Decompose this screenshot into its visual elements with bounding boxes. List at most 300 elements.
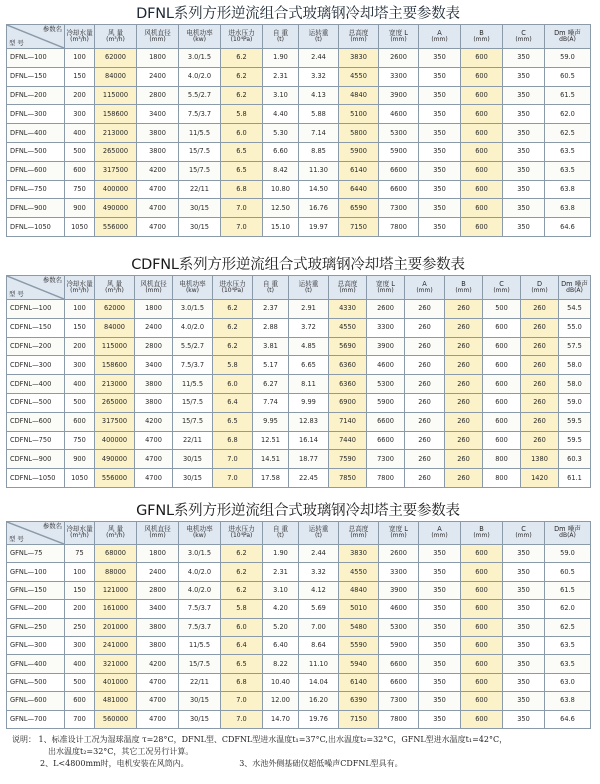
column-header (65, 25, 95, 49)
value-cell: 4.0/2.0 (179, 581, 221, 599)
value-cell: 260 (405, 375, 445, 394)
value-cell: 4200 (135, 412, 173, 431)
value-cell: 350 (503, 86, 545, 105)
column-header-unit: (mm) (350, 35, 367, 43)
value-cell: 600 (483, 431, 521, 450)
column-header-label: 风 量 (107, 525, 124, 534)
value-cell: 4600 (379, 600, 419, 618)
table-row (7, 86, 591, 105)
value-cell: 500 (65, 142, 95, 161)
value-cell: 401000 (95, 673, 137, 691)
model-cell: GFNL—75 (7, 545, 65, 563)
value-cell: 600 (461, 563, 503, 581)
value-cell: 260 (445, 450, 483, 469)
value-cell: 3400 (137, 600, 179, 618)
value-cell: 88000 (95, 563, 137, 581)
value-cell: 6.8 (221, 180, 263, 199)
column-header-label: A (422, 279, 427, 288)
column-header-unit: (m³/h) (106, 532, 125, 540)
value-cell: 260 (405, 393, 445, 412)
value-cell: 150 (65, 318, 95, 337)
value-cell: 60.3 (559, 450, 591, 469)
value-cell: 350 (419, 142, 461, 161)
value-cell: 750 (65, 431, 95, 450)
value-cell: 14.70 (263, 710, 299, 728)
notes (12, 734, 592, 770)
value-cell: 22/11 (173, 431, 213, 450)
value-cell: 4700 (135, 469, 173, 488)
value-cell: 260 (521, 393, 559, 412)
value-cell: 600 (461, 545, 503, 563)
value-cell: 350 (419, 673, 461, 691)
model-cell: GFNL—200 (7, 600, 65, 618)
model-cell: DFNL—600 (7, 161, 65, 180)
column-header-label: 风机直径 (144, 525, 171, 534)
value-cell: 350 (419, 618, 461, 636)
value-cell: 300 (65, 356, 95, 375)
table-row (7, 581, 591, 599)
value-cell: 7150 (339, 710, 379, 728)
column-header-unit: (mm) (473, 35, 490, 43)
value-cell: 2600 (367, 300, 405, 319)
table-row (7, 469, 591, 488)
value-cell: 750 (65, 180, 95, 199)
value-cell: 350 (419, 124, 461, 143)
value-cell: 700 (65, 710, 95, 728)
value-cell: 4200 (137, 655, 179, 673)
value-cell: 350 (503, 142, 545, 161)
value-cell: 6600 (379, 655, 419, 673)
value-cell: 6390 (339, 692, 379, 710)
value-cell: 62.5 (545, 124, 591, 143)
value-cell: 3.32 (299, 563, 339, 581)
value-cell: 350 (503, 710, 545, 728)
value-cell: 6.2 (213, 337, 253, 356)
value-cell: 8.22 (263, 655, 299, 673)
column-header-label: B (461, 279, 466, 288)
value-cell: 2.44 (299, 545, 339, 563)
value-cell: 59.0 (545, 545, 591, 563)
value-cell: 6140 (339, 673, 379, 691)
value-cell: 200 (65, 337, 95, 356)
value-cell: 6.65 (289, 356, 329, 375)
value-cell: 7.14 (299, 124, 339, 143)
value-cell: 7150 (339, 218, 379, 237)
table-title: DFNL系列方形逆流组合式玻璃钢冷却塔主要参数表 (136, 6, 460, 22)
value-cell: 7.5/3.7 (179, 618, 221, 636)
value-cell: 16.14 (289, 431, 329, 450)
column-header (221, 25, 263, 49)
note-text: 1、标准设计工况为湿球温度 τ=28°C，DFNL型、CDFNL型进水温度t₁=37°C,出水温度t₂=32°C，GFNL型进水温度t₁=42°C， (38, 735, 508, 744)
column-header-label: 风机直径 (140, 279, 167, 288)
column-header-label: C (521, 525, 526, 534)
value-cell: 5900 (339, 142, 379, 161)
value-cell: 350 (419, 199, 461, 218)
value-cell: 260 (405, 450, 445, 469)
value-cell: 600 (483, 375, 521, 394)
value-cell: 400 (65, 375, 95, 394)
value-cell: 600 (461, 180, 503, 199)
gfnl-section (6, 501, 590, 729)
value-cell: 321000 (95, 655, 137, 673)
value-cell: 6.60 (263, 142, 299, 161)
value-cell: 350 (419, 161, 461, 180)
value-cell: 3.0/1.5 (173, 300, 213, 319)
corner-header (7, 25, 65, 49)
column-header (173, 276, 213, 300)
value-cell: 600 (461, 581, 503, 599)
column-header (445, 276, 483, 300)
value-cell: 22.45 (289, 469, 329, 488)
value-cell: 350 (503, 636, 545, 654)
column-header (461, 522, 503, 545)
value-cell: 59.5 (559, 412, 591, 431)
value-cell: 2.91 (289, 300, 329, 319)
value-cell: 350 (419, 86, 461, 105)
column-header (405, 276, 445, 300)
value-cell: 2.31 (263, 563, 299, 581)
value-cell: 4330 (329, 300, 367, 319)
value-cell: 3400 (137, 105, 179, 124)
value-cell: 2.88 (253, 318, 289, 337)
value-cell: 4200 (137, 161, 179, 180)
value-cell: 350 (503, 618, 545, 636)
value-cell: 350 (503, 199, 545, 218)
value-cell: 6.0 (213, 375, 253, 394)
value-cell: 6360 (329, 356, 367, 375)
column-header-label: 电机功率 (179, 279, 206, 288)
cdfnl-section (6, 255, 590, 488)
value-cell: 1800 (135, 300, 173, 319)
column-header-label: 冷却水量 (66, 28, 93, 37)
value-cell: 260 (445, 356, 483, 375)
value-cell: 63.5 (545, 161, 591, 180)
model-cell: GFNL—600 (7, 692, 65, 710)
value-cell: 3800 (135, 375, 173, 394)
value-cell: 158600 (95, 356, 135, 375)
column-header (299, 25, 339, 49)
column-header-unit: (t) (314, 35, 323, 43)
value-cell: 7850 (329, 469, 367, 488)
column-header (213, 276, 253, 300)
value-cell: 4.40 (263, 105, 299, 124)
value-cell: 5100 (339, 105, 379, 124)
value-cell: 6600 (367, 412, 405, 431)
value-cell: 8.64 (299, 636, 339, 654)
column-header-label: 宽度 L (376, 279, 395, 288)
value-cell: 600 (483, 356, 521, 375)
value-cell: 5690 (329, 337, 367, 356)
model-cell: DFNL—400 (7, 124, 65, 143)
value-cell: 9.99 (289, 393, 329, 412)
table-row (7, 563, 591, 581)
value-cell: 75 (65, 545, 95, 563)
value-cell: 60.5 (545, 67, 591, 86)
model-cell: CDFNL—900 (7, 450, 65, 469)
value-cell: 7.5/3.7 (173, 356, 213, 375)
value-cell: 61.5 (545, 86, 591, 105)
value-cell: 12.83 (289, 412, 329, 431)
column-header-label: 进水压力 (228, 28, 255, 37)
column-header-unit: dB(A) (566, 286, 583, 294)
table-row (7, 618, 591, 636)
value-cell: 260 (445, 337, 483, 356)
table-row (7, 199, 591, 218)
value-cell: 1.90 (263, 49, 299, 68)
value-cell: 5300 (367, 375, 405, 394)
value-cell: 11/5.5 (179, 636, 221, 654)
value-cell: 600 (483, 318, 521, 337)
value-cell: 6900 (329, 393, 367, 412)
value-cell: 260 (445, 469, 483, 488)
table-row (7, 300, 591, 319)
column-header (263, 522, 299, 545)
column-header-unit: (kw) (192, 532, 207, 540)
value-cell: 10.80 (263, 180, 299, 199)
table-row (7, 318, 591, 337)
value-cell: 12.50 (263, 199, 299, 218)
value-cell: 61.1 (559, 469, 591, 488)
value-cell: 62.0 (545, 105, 591, 124)
value-cell: 7440 (329, 431, 367, 450)
column-header-unit: (mm) (390, 532, 407, 540)
corner-bottom-label: 型 号 (9, 39, 24, 48)
value-cell: 4600 (367, 356, 405, 375)
value-cell: 4.13 (299, 86, 339, 105)
value-cell: 500 (483, 300, 521, 319)
value-cell: 14.50 (299, 180, 339, 199)
column-header (221, 522, 263, 545)
column-header-unit: dB(A) (559, 532, 576, 540)
value-cell: 115000 (95, 337, 135, 356)
value-cell: 350 (503, 218, 545, 237)
table-row (7, 545, 591, 563)
value-cell: 350 (503, 563, 545, 581)
column-header (95, 522, 137, 545)
table-row (7, 49, 591, 68)
column-header-unit: (mm) (145, 286, 162, 294)
value-cell: 100 (65, 563, 95, 581)
value-cell: 900 (65, 450, 95, 469)
value-cell: 350 (419, 692, 461, 710)
value-cell: 2.31 (263, 67, 299, 86)
value-cell: 4840 (339, 86, 379, 105)
value-cell: 400 (65, 124, 95, 143)
column-header-unit: (mm) (431, 35, 448, 43)
value-cell: 150 (65, 67, 95, 86)
value-cell: 5900 (379, 636, 419, 654)
value-cell: 9.95 (253, 412, 289, 431)
table-row (7, 105, 591, 124)
column-header-label: 风 量 (106, 279, 123, 288)
value-cell: 3.72 (289, 318, 329, 337)
value-cell: 490000 (95, 199, 137, 218)
value-cell: 61.5 (545, 581, 591, 599)
value-cell: 5.8 (221, 105, 263, 124)
column-header-label: 宽度 L (389, 525, 408, 534)
value-cell: 57.5 (559, 337, 591, 356)
value-cell: 8.11 (289, 375, 329, 394)
value-cell: 7.0 (221, 692, 263, 710)
column-header-label: Dm 噪声 (554, 28, 581, 37)
model-cell: CDFNL—300 (7, 356, 65, 375)
model-cell: GFNL—400 (7, 655, 65, 673)
value-cell: 63.0 (545, 673, 591, 691)
column-header (503, 522, 545, 545)
column-header-unit: (t) (266, 286, 275, 294)
value-cell: 600 (483, 337, 521, 356)
value-cell: 600 (461, 124, 503, 143)
column-header (379, 25, 419, 49)
column-header-label: 冷却水量 (66, 525, 93, 534)
model-cell: CDFNL—200 (7, 337, 65, 356)
value-cell: 6600 (367, 431, 405, 450)
value-cell: 3.32 (299, 67, 339, 86)
value-cell: 7300 (379, 692, 419, 710)
value-cell: 3800 (135, 393, 173, 412)
value-cell: 350 (419, 49, 461, 68)
value-cell: 260 (521, 318, 559, 337)
value-cell: 556000 (95, 469, 135, 488)
value-cell: 260 (521, 337, 559, 356)
column-header-label: A (437, 525, 442, 534)
value-cell: 6.2 (221, 67, 263, 86)
value-cell: 62000 (95, 49, 137, 68)
value-cell: 481000 (95, 692, 137, 710)
model-cell: DFNL—300 (7, 105, 65, 124)
value-cell: 2400 (137, 67, 179, 86)
spec-table (6, 521, 591, 729)
value-cell: 350 (503, 581, 545, 599)
value-cell: 6.2 (221, 86, 263, 105)
value-cell: 63.5 (545, 142, 591, 161)
column-header-unit: (10⁴Pa) (221, 286, 244, 294)
value-cell: 7.0 (221, 199, 263, 218)
table-row (7, 450, 591, 469)
value-cell: 2.44 (299, 49, 339, 68)
value-cell: 6.0 (221, 124, 263, 143)
column-header-label: C (521, 28, 526, 37)
value-cell: 350 (419, 218, 461, 237)
value-cell: 15.10 (263, 218, 299, 237)
column-header (65, 522, 95, 545)
column-header-label: 自 重 (272, 28, 289, 37)
value-cell: 11.10 (299, 655, 339, 673)
column-header-label: 宽度 L (389, 28, 408, 37)
value-cell: 11/5.5 (173, 375, 213, 394)
value-cell: 800 (483, 469, 521, 488)
value-cell: 4700 (137, 180, 179, 199)
value-cell: 59.0 (545, 49, 591, 68)
value-cell: 150 (65, 581, 95, 599)
value-cell: 600 (461, 142, 503, 161)
value-cell: 158600 (95, 105, 137, 124)
value-cell: 5010 (339, 600, 379, 618)
value-cell: 350 (503, 124, 545, 143)
value-cell: 350 (419, 636, 461, 654)
value-cell: 62.0 (545, 600, 591, 618)
column-header-label: 自 重 (272, 525, 289, 534)
column-header (289, 276, 329, 300)
value-cell: 15/7.5 (173, 393, 213, 412)
column-header-unit: (mm) (416, 286, 433, 294)
spec-table (6, 24, 591, 237)
value-cell: 58.0 (559, 375, 591, 394)
value-cell: 7.0 (221, 710, 263, 728)
model-cell: CDFNL—750 (7, 431, 65, 450)
value-cell: 400000 (95, 431, 135, 450)
column-header-label: C (499, 279, 504, 288)
column-header-label: 进水压力 (219, 279, 246, 288)
value-cell: 10.40 (263, 673, 299, 691)
header-row (7, 276, 591, 300)
model-cell: CDFNL—150 (7, 318, 65, 337)
value-cell: 600 (461, 67, 503, 86)
value-cell: 400000 (95, 180, 137, 199)
value-cell: 350 (419, 563, 461, 581)
column-header-label: 运转重 (298, 279, 319, 288)
value-cell: 84000 (95, 67, 137, 86)
column-header-label: 运转重 (308, 525, 329, 534)
value-cell: 600 (483, 412, 521, 431)
value-cell: 3830 (339, 49, 379, 68)
value-cell: 6.8 (221, 673, 263, 691)
value-cell: 600 (461, 636, 503, 654)
value-cell: 4550 (339, 563, 379, 581)
value-cell: 350 (419, 581, 461, 599)
column-header (179, 25, 221, 49)
table-row (7, 142, 591, 161)
value-cell: 6600 (379, 180, 419, 199)
value-cell: 63.8 (545, 180, 591, 199)
value-cell: 600 (461, 199, 503, 218)
value-cell: 260 (445, 300, 483, 319)
note-line-2 (12, 746, 592, 758)
value-cell: 5.20 (263, 618, 299, 636)
value-cell: 6.2 (221, 49, 263, 68)
column-header-unit: (m³/h) (70, 286, 89, 294)
spec-table (6, 275, 591, 488)
value-cell: 6600 (379, 161, 419, 180)
value-cell: 11.30 (299, 161, 339, 180)
column-header (367, 276, 405, 300)
value-cell: 62.5 (545, 618, 591, 636)
value-cell: 4700 (137, 692, 179, 710)
value-cell: 900 (65, 199, 95, 218)
value-cell: 260 (521, 375, 559, 394)
column-header-unit: (t) (276, 35, 285, 43)
value-cell: 5.17 (253, 356, 289, 375)
column-header (329, 276, 367, 300)
model-cell: DFNL—1050 (7, 218, 65, 237)
value-cell: 600 (461, 710, 503, 728)
value-cell: 350 (419, 600, 461, 618)
value-cell: 350 (503, 545, 545, 563)
model-cell: GFNL—250 (7, 618, 65, 636)
value-cell: 600 (461, 161, 503, 180)
value-cell: 15/7.5 (173, 412, 213, 431)
value-cell: 260 (445, 412, 483, 431)
value-cell: 5900 (379, 142, 419, 161)
value-cell: 12.51 (253, 431, 289, 450)
value-cell: 260 (521, 300, 559, 319)
value-cell: 6600 (379, 673, 419, 691)
value-cell: 3.10 (263, 86, 299, 105)
model-cell: DFNL—100 (7, 49, 65, 68)
value-cell: 6.2 (221, 581, 263, 599)
value-cell: 4700 (137, 218, 179, 237)
corner-top-label: 参数名 (42, 25, 62, 33)
